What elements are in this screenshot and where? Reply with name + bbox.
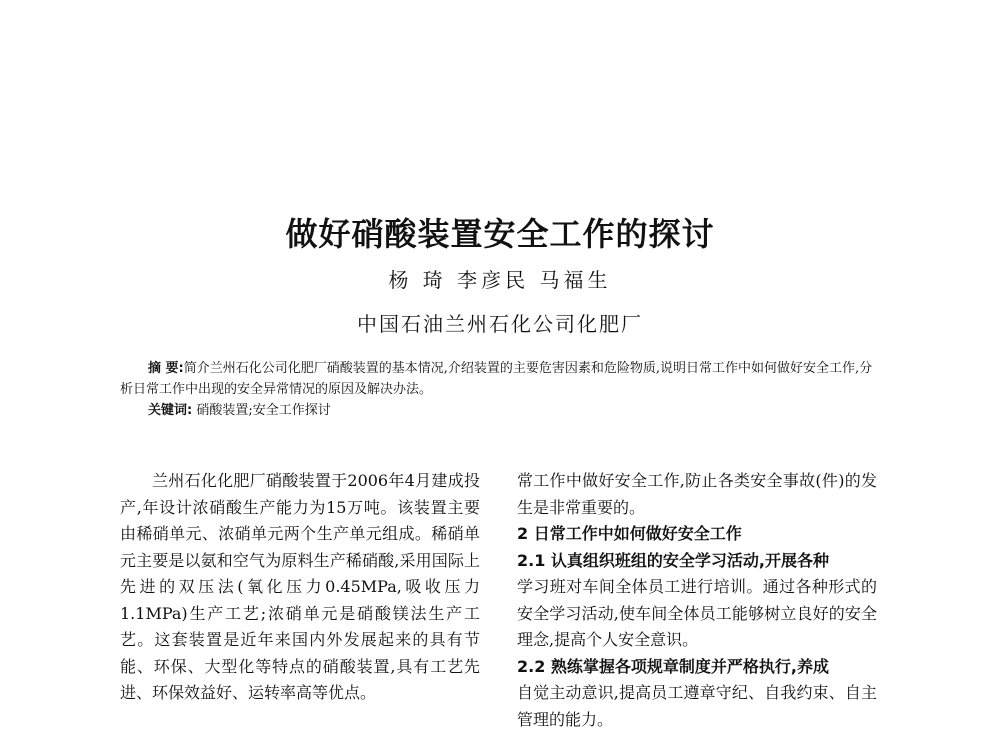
section-2-heading: 2 日常工作中如何做好安全工作: [517, 524, 742, 543]
keywords-label: 关键词:: [148, 403, 193, 418]
body-column-right: [517, 468, 877, 733]
continuation-paragraph: 常工作中做好安全工作,防止各类安全事故(件)的发生是非常重要的。: [517, 471, 877, 517]
subsection-2-1-body: 学习班对车间全体员工进行培训。通过各种形式的安全学习活动,使车间全体员工能够树立良好的安全理念,提高个人安全意识。: [517, 577, 877, 649]
keywords-paragraph: [120, 400, 880, 421]
intro-paragraph: 兰州石化化肥厂硝酸装置于2006年4月建成投产,年设计浓硝酸生产能力为15万吨。该装置主要由稀硝单元、浓硝单元两个生产单元组成。稀硝单元主要是以氨和空气为原料生产稀硝酸,采用国际上先进的双压法(氧化压力0.45MPa,吸收压力1.1MPa)生产工艺;浓硝单元是硝酸镁法生产工艺。这套装置是近年来国内外发展起来的具有节能、环保、大型化等特点的硝酸装置,具有工艺先进、环保效益好、运转率高等优点。: [120, 471, 480, 702]
author-affiliation: 中国石油兰州石化公司化肥厂: [357, 312, 643, 336]
abstract-paragraph: [120, 358, 880, 400]
subsection-2-1-heading: 2.1 认真组织班组的安全学习活动,开展各种: [517, 550, 829, 570]
author-list: 杨 琦 李彦民 马福生: [388, 268, 612, 292]
body-column-left: [120, 468, 480, 707]
paper-title: 做好硝酸装置安全工作的探讨: [285, 215, 715, 253]
abstract-text: 简介兰州石化公司化肥厂硝酸装置的基本情况,介绍装置的主要危害因素和危险物质,说明日常工作中如何做好安全工作,分析日常工作中出现的安全异常情况的原因及解决办法。: [120, 361, 873, 397]
keywords-text: 硝酸装置;安全工作探讨: [196, 403, 331, 418]
subsection-2-2-body: 自觉主动意识,提高员工遵章守纪、自我约束、自主管理的能力。: [517, 683, 877, 729]
subsection-2-2-heading: 2.2 熟练掌握各项规章制度并严格执行,养成: [517, 656, 829, 676]
abstract-label: 摘 要:: [148, 361, 184, 376]
abstract-block: [120, 358, 880, 421]
